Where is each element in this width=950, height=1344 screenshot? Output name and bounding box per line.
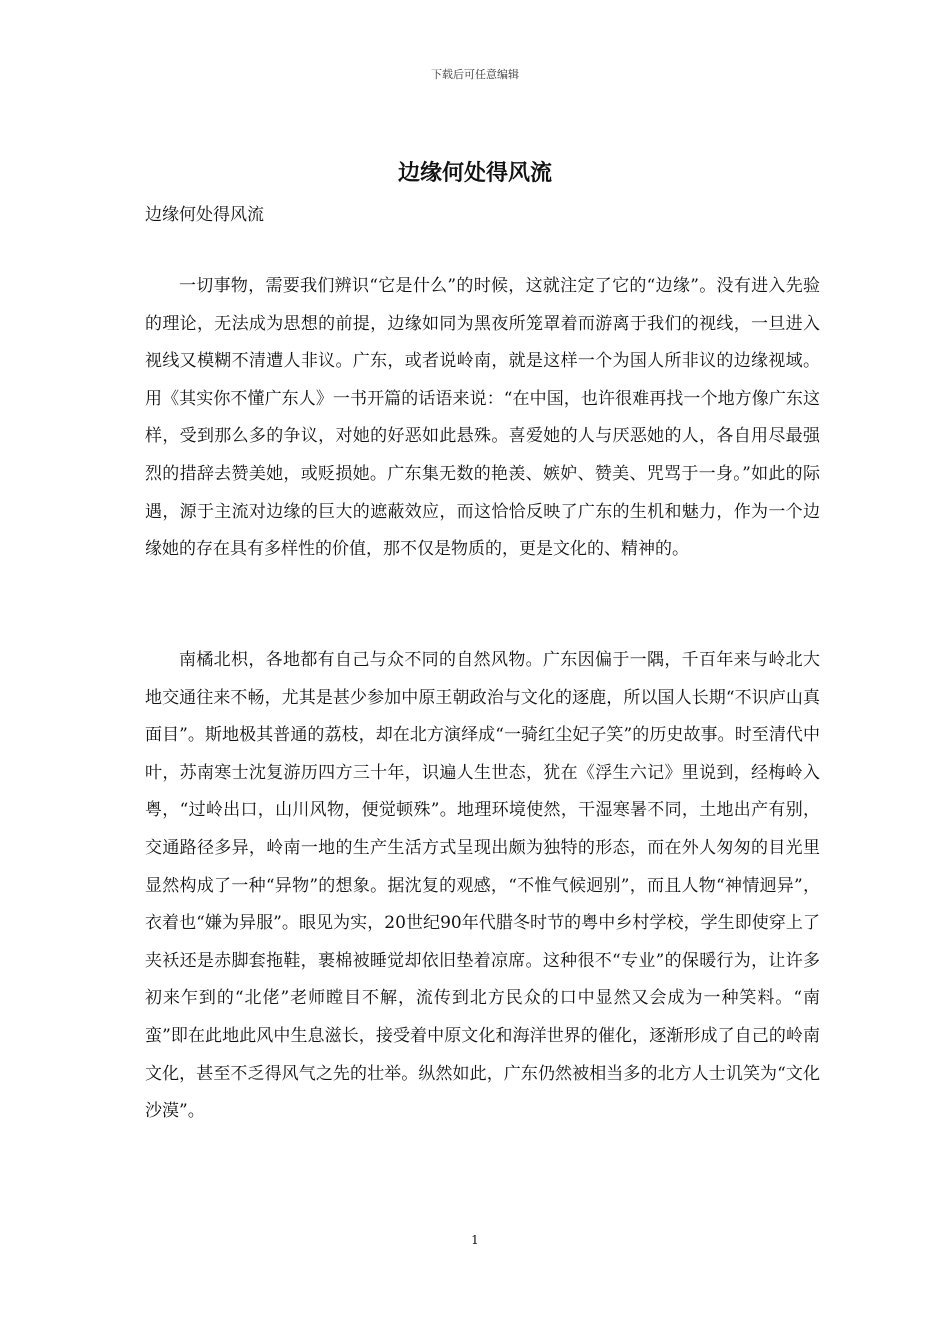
subtitle: 边缘何处得风流 bbox=[145, 205, 264, 225]
page-number: 1 bbox=[471, 1233, 479, 1247]
body-paragraph-1: 一切事物，需要我们辨识“它是什么”的时候，这就注定了它的“边缘”。没有进入先验的理论，无法成为思想的前提，边缘如同为黑夜所笼罩着而游离于我们的视线，一旦进入视线又模糊不清遭人非议。广东，或者说岭南，就是这样一个为国人所非议的边缘视域。用《其实你不懂广东人》一书开篇的话语来说：“在中国，也许很难再找一个地方像广东这样，受到那么多的争议，对她的好恶如此悬殊。喜爱她的人与厌恶她的人，各自用尽最强烈的措辞去赞美她，或贬损她。广东集无数的艳羡、嫉妒、赞美、咒骂于一身。”如此的际遇，源于主流对边缘的巨大的遮蔽效应，而这恰恰反映了广东的生机和魅力，作为一个边缘她的存在具有多样性的价值，那不仅是物质的，更是文化的、精神的。 bbox=[145, 276, 820, 560]
document-title: 边缘何处得风流 bbox=[397, 160, 552, 186]
body-paragraph-2: 南橘北枳，各地都有自己与众不同的自然风物。广东因偏于一隅，千百年来与岭北大地交通往来不畅，尤其是甚少参加中原王朝政治与文化的逐鹿，所以国人长期“不识庐山真面目”。斯地极其普通的荔枝，却在北方演绎成“一骑红尘妃子笑”的历史故事。时至清代中叶，苏南寒士沈复游历四方三十年，识遍人生世态，犹在《浮生六记》里说到，经梅岭入粤，“过岭出口，山川风物，便觉顿殊”。地理环境使然，干湿寒暑不同，土地出产有别，交通路径多异，岭南一地的生产生活方式呈现出颇为独特的形态，而在外人匆匆的目光里显然构成了一种“异物”的想象。据沈复的观感，“不惟气候迥别”，而且人物“神情迥异”，衣着也“嫌为异服”。眼见为实，20世纪90年代腊冬时节的粤中乡村学校，学生即使穿上了夹袄还是赤脚套拖鞋，裹棉被睡觉却依旧垫着凉席。这种很不“专业”的保暖行为，让许多初来乍到的“北佬”老师瞠目不解，流传到北方民众的口中显然又会成为一种笑料。“南蛮”即在此地此风中生息滋长，接受着中原文化和海洋世界的催化，逐渐形成了自己的岭南文化，甚至不乏得风气之先的壮举。纵然如此，广东仍然被相当多的北方人士讥笑为“文化沙漠”。 bbox=[145, 650, 820, 1122]
header-note: 下载后可任意编辑 bbox=[431, 68, 519, 81]
